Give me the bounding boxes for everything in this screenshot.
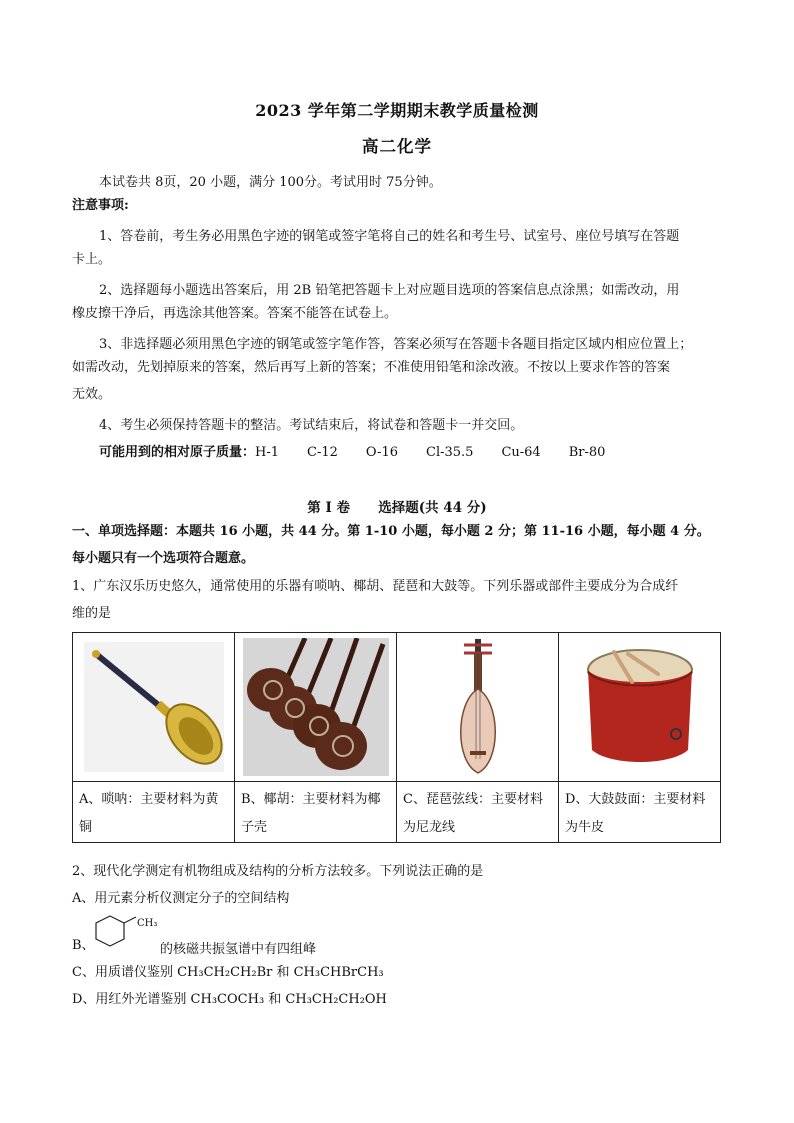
notice-heading: 注意事项: — [72, 198, 129, 213]
notice-item-4-line-1: 4、考生必须保持答题卡的整洁。考试结束后，将试卷和答题卡一并交回。 — [99, 418, 524, 433]
section-instruction-line-1: 一、单项选择题：本题共 16 小题，共 44 分。第 1-10 小题，每小题 2 分；第 11-16 小题，每小题 4 分。 — [72, 524, 710, 539]
notice-item-3-line-1: 3、非选择题必须用黑色字迹的钢笔或签字笔作答，答案必须写在答题卡各题目指定区域内相应位置上； — [99, 337, 693, 352]
intro-text: 本试卷共 8页，20 小题，满分 100分。考试用时 75分钟。 — [99, 175, 442, 190]
q2-option-b-ch3-label: CH₃ — [137, 918, 158, 929]
drum-icon — [580, 642, 700, 772]
q2-option-d[interactable]: D、用红外光谱鉴别 CH₃COCH₃ 和 CH₃CH₂CH₂OH — [72, 992, 387, 1007]
atomic-mass-o: O-16 — [365, 445, 398, 460]
section-title: 第 I 卷 选择题(共 44 分) — [307, 500, 487, 516]
suona-icon — [84, 642, 224, 772]
atomic-masses — [99, 441, 633, 460]
q2-option-b-prefix[interactable]: B、 — [72, 938, 95, 953]
q2-option-a[interactable]: A、用元素分析仪测定分子的空间结构 — [72, 891, 290, 906]
q1-option-d[interactable]: D、大鼓鼓面：主要材料为牛皮 — [559, 782, 721, 843]
notice-item-1-line-1: 1、答卷前，考生务必用黑色字迹的钢笔或签字笔将自己的姓名和考生号、试室号、座位号填写在答题 — [99, 229, 680, 244]
q2-stem: 2、现代化学测定有机物组成及结构的分析方法较多。下列说法正确的是 — [72, 864, 484, 879]
q2-option-b-text[interactable]: 的核磁共振氢谱中有四组峰 — [160, 942, 317, 957]
q1-option-a[interactable]: A、唢呐：主要材料为黄铜 — [73, 782, 235, 843]
atomic-mass-br: Br-80 — [568, 445, 606, 460]
section-instruction-line-2: 每小题只有一个选项符合题意。 — [72, 551, 255, 566]
exam-title: 2023 学年第二学期期末教学质量检测 — [255, 101, 539, 120]
q1-option-d-image-cell — [559, 633, 721, 782]
notice-item-3-line-2: 如需改动，先划掉原来的答案，然后再写上新的答案；不准使用铅笔和涂改液。不按以上要求作答的答案 — [72, 360, 671, 375]
atomic-mass-c: C-12 — [307, 445, 338, 460]
q1-option-b[interactable]: B、椰胡：主要材料为椰子壳 — [235, 782, 397, 843]
atomic-mass-cu: Cu-64 — [501, 445, 541, 460]
q1-option-a-image-cell — [73, 633, 235, 782]
pipa-icon — [448, 637, 508, 777]
q1-option-b-image-cell — [235, 633, 397, 782]
notice-item-3-line-3: 无效。 — [72, 387, 112, 402]
q1-option-c[interactable]: C、琵琶弦线：主要材料为尼龙线 — [397, 782, 559, 843]
q1-stem-line-2: 维的是 — [72, 606, 112, 621]
notice-item-2-line-1: 2、选择题每小题选出答案后，用 2B 铅笔把答题卡上对应题目选项的答案信息点涂黑；如需改动，用 — [99, 283, 680, 298]
q1-options-table — [72, 632, 721, 843]
atomic-masses-label: 可能用到的相对原子质量： — [99, 445, 256, 460]
atomic-mass-h: H-1 — [255, 445, 280, 460]
notice-item-1-line-2: 卡上。 — [72, 252, 112, 267]
exam-subtitle: 高二化学 — [362, 137, 432, 156]
atomic-mass-cl: Cl-35.5 — [426, 445, 474, 460]
q2-option-c[interactable]: C、用质谱仪鉴别 CH₃CH₂CH₂Br 和 CH₃CHBrCH₃ — [72, 965, 384, 980]
q1-option-c-image-cell — [397, 633, 559, 782]
notice-item-2-line-2: 橡皮擦干净后，再选涂其他答案。答案不能答在试卷上。 — [72, 306, 398, 321]
yehu-icon — [243, 638, 389, 776]
q1-stem-line-1: 1、广东汉乐历史悠久，通常使用的乐器有唢呐、椰胡、琵琶和大鼓等。下列乐器或部件主要成分为合成纤 — [72, 579, 679, 594]
